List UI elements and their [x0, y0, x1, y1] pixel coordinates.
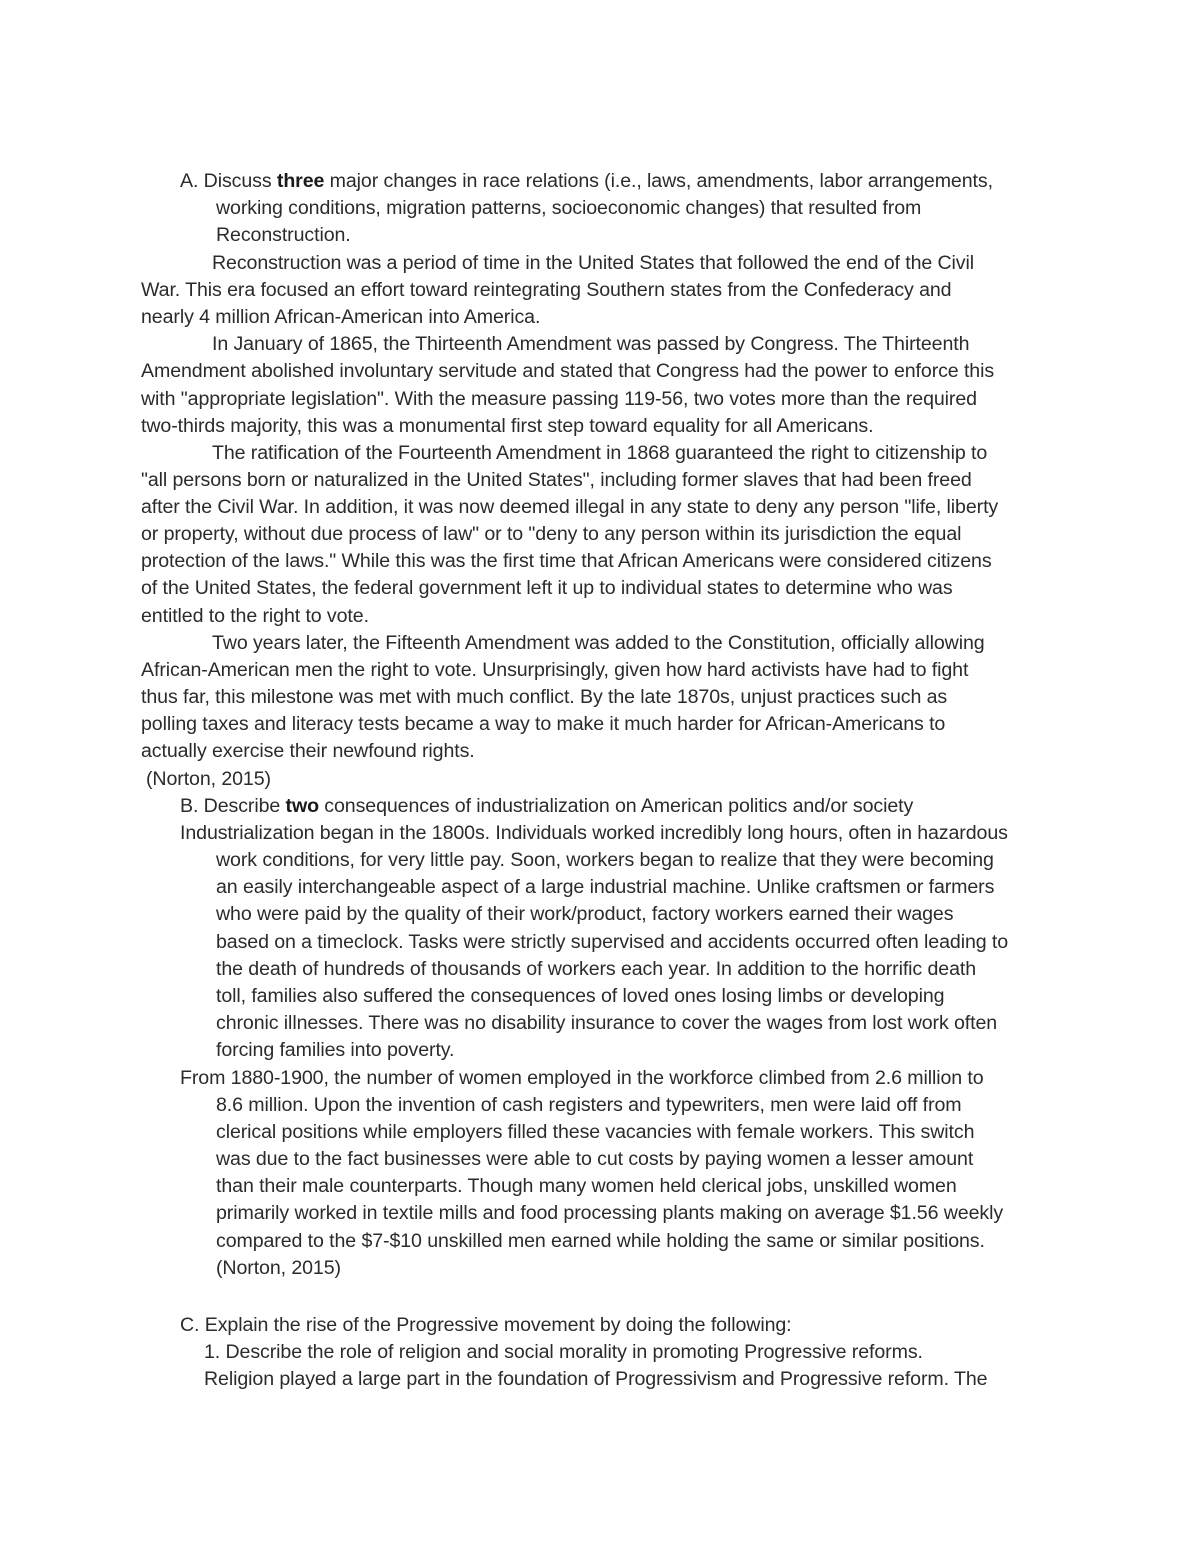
section-c-prompt: C. Explain the rise of the Progressive movement by doing the following: [180, 1314, 792, 1336]
paragraph-line: or property, without due process of law" or to "deny to any person within its jurisdiction the equal [141, 523, 962, 545]
paragraph-line: an easily interchangeable aspect of a large industrial machine. Unlike craftsmen or farmers [216, 876, 995, 898]
paragraph-line: African-American men the right to vote. Unsurprisingly, given how hard activists have had to fight [141, 659, 969, 681]
citation: (Norton, 2015) [146, 768, 271, 790]
paragraph-line: War. This era focused an effort toward reintegrating Southern states from the Confederacy and [141, 279, 952, 301]
paragraph-line: In January of 1865, the Thirteenth Amendment was passed by Congress. The Thirteenth [212, 333, 970, 355]
paragraph-line: with "appropriate legislation". With the measure passing 119-56, two votes more than the required [141, 388, 977, 410]
paragraph-line: Amendment abolished involuntary servitude and stated that Congress had the power to enforce this [141, 360, 995, 382]
prompt-text: major changes in race relations (i.e., laws, amendments, labor arrangements, [324, 170, 993, 192]
paragraph-line: Two years later, the Fifteenth Amendment was added to the Constitution, officially allowing [212, 632, 985, 654]
paragraph-line: entitled to the right to vote. [141, 605, 369, 627]
paragraph-line: was due to the fact businesses were able to cut costs by paying women a lesser amount [216, 1148, 974, 1170]
paragraph-line: "all persons born or naturalized in the United States", including former slaves that had been freed [141, 469, 972, 491]
paragraph-line: polling taxes and literacy tests became a way to make it much harder for African-Americans to [141, 713, 946, 735]
paragraph-line: than their male counterparts. Though many women held clerical jobs, unskilled women [216, 1175, 957, 1197]
paragraph-line: who were paid by the quality of their work/product, factory workers earned their wages [216, 903, 954, 925]
paragraph-line: Reconstruction was a period of time in the United States that followed the end of the Civil [212, 252, 975, 274]
citation: (Norton, 2015) [216, 1257, 341, 1279]
paragraph-line: actually exercise their newfound rights. [141, 740, 475, 762]
paragraph-line: protection of the laws." While this was the first time that African Americans were considered citizens [141, 550, 992, 572]
paragraph-line: work conditions, for very little pay. Soon, workers began to realize that they were becoming [216, 849, 994, 871]
section-a-prompt-line-1 [180, 168, 993, 195]
paragraph-line: thus far, this milestone was met with much conflict. By the late 1870s, unjust practices such as [141, 686, 948, 708]
section-a-prompt-line-2: working conditions, migration patterns, socioeconomic changes) that resulted from [216, 197, 922, 219]
paragraph-line: clerical positions while employers filled these vacancies with female workers. This switch [216, 1121, 975, 1143]
paragraph-line: 8.6 million. Upon the invention of cash registers and typewriters, men were laid off from [216, 1094, 962, 1116]
paragraph-line: after the Civil War. In addition, it was now deemed illegal in any state to deny any person "life, liberty [141, 496, 999, 518]
paragraph-line: the death of hundreds of thousands of workers each year. In addition to the horrific death [216, 958, 977, 980]
prompt-text: A. Discuss [180, 170, 277, 192]
section-b-prompt [180, 793, 913, 820]
paragraph-line: The ratification of the Fourteenth Amendment in 1868 guaranteed the right to citizenship to [212, 442, 988, 464]
section-a-prompt-line-3: Reconstruction. [216, 224, 351, 246]
paragraph-line: two-thirds majority, this was a monumental first step toward equality for all Americans. [141, 415, 874, 437]
paragraph-line: toll, families also suffered the consequences of loved ones losing limbs or developing [216, 985, 945, 1007]
paragraph-line: Religion played a large part in the foundation of Progressivism and Progressive reform. The [204, 1368, 988, 1390]
prompt-text: B. Describe [180, 795, 286, 817]
paragraph-line: based on a timeclock. Tasks were strictly supervised and accidents occurred often leading to [216, 931, 1009, 953]
prompt-text: consequences of industrialization on American politics and/or society [318, 795, 914, 817]
paragraph-line: forcing families into poverty. [216, 1039, 455, 1061]
paragraph-line: chronic illnesses. There was no disability insurance to cover the wages from lost work often [216, 1012, 998, 1034]
paragraph-line: From 1880-1900, the number of women employed in the workforce climbed from 2.6 million to [180, 1067, 984, 1089]
paragraph-line: Industrialization began in the 1800s. Individuals worked incredibly long hours, often in hazardous [180, 822, 1008, 844]
paragraph-line: compared to the $7-$10 unskilled men earned while holding the same or similar positions. [216, 1230, 985, 1252]
paragraph-line: of the United States, the federal government left it up to individual states to determine who was [141, 577, 953, 599]
paragraph-line: nearly 4 million African-American into America. [141, 306, 541, 328]
prompt-emphasis: three [276, 170, 325, 192]
paragraph-line: primarily worked in textile mills and food processing plants making on average $1.56 weekly [216, 1202, 1004, 1224]
section-c-subprompt: 1. Describe the role of religion and social morality in promoting Progressive reforms. [204, 1341, 923, 1363]
prompt-emphasis: two [285, 795, 319, 817]
